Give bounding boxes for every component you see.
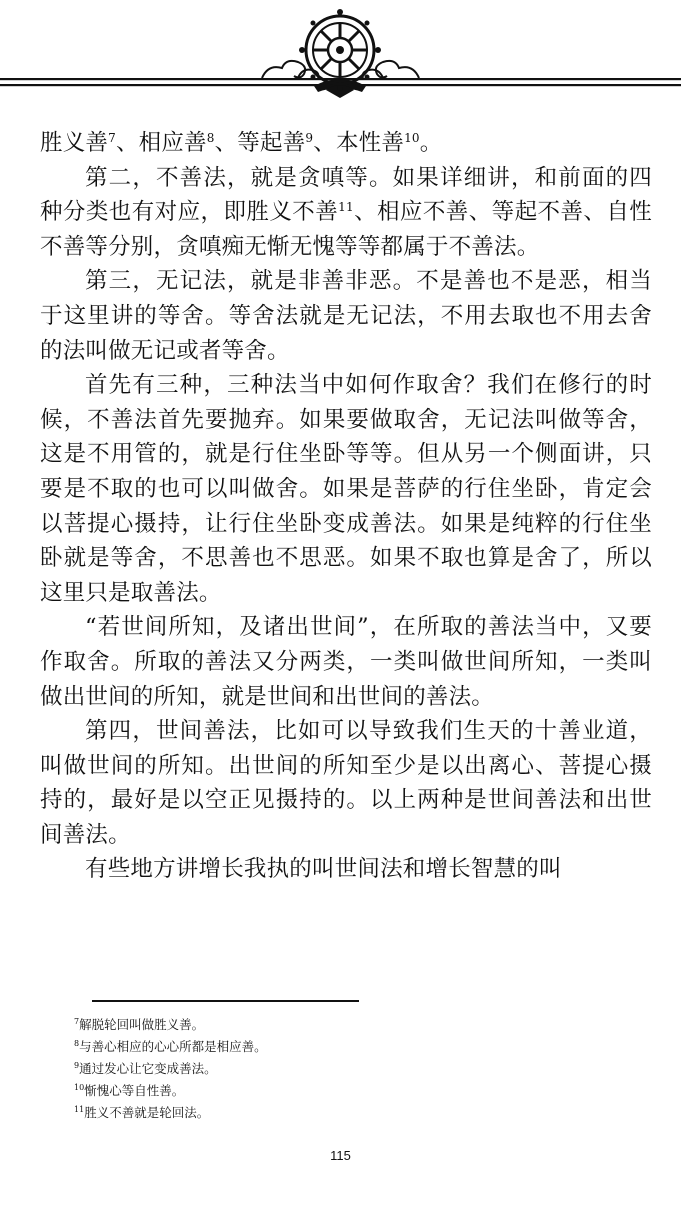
footnote-ref[interactable]: 10 (404, 131, 420, 145)
footnote (74, 1014, 634, 1036)
paragraph-text: 胜义善 (40, 130, 109, 156)
footnote-text: 与善心相应的心心所都是相应善。 (79, 1039, 267, 1054)
paragraph-text: 、相应善 (115, 130, 207, 156)
paragraph-text: 第三，无记法，就是非善非恶。不是善也不是恶，相当于这里讲的等舍。等舍法就是无记法，不用去取也不用去舍的法叫做无记或者等舍。 (40, 268, 652, 364)
footnote (74, 1080, 634, 1102)
paragraph-text: 第二，不善法，就是贪嗔等。如果详细讲，和前面的四种分类也有对应，即胜义不善 (40, 164, 652, 226)
footnote-text: 惭愧心等自性善。 (84, 1083, 185, 1098)
footnote-number: 7 (74, 1017, 80, 1026)
paragraph (40, 714, 652, 852)
footnote-number: 8 (74, 1039, 80, 1048)
paragraph-text: “若世间所知，及诸出世间”，在所取的善法当中，又要作取舍。所取的善法又分两类，一类叫做世间所知，一类叫做出世间的所知，就是世间和出世间的善法。 (40, 614, 652, 710)
footnote (74, 1058, 634, 1080)
paragraph (40, 126, 652, 161)
paragraph-text: 有些地方讲增长我执的叫世间法和增长智慧的叫 (85, 856, 562, 883)
body-text (40, 126, 652, 887)
footnotes (74, 1014, 634, 1124)
paragraph (40, 852, 652, 887)
paragraph-text: 、相应不善、等起不善、自性不善等分别，贪嗔痴无惭无愧等等都属于不善法。 (40, 199, 652, 260)
paragraph-text: 、本性善 (313, 130, 405, 156)
footnote-text: 解脱轮回叫做胜义善。 (79, 1017, 205, 1032)
paragraph (40, 264, 652, 368)
footnote-text: 通过发心让它变成善法。 (79, 1061, 217, 1076)
paragraph (40, 368, 652, 610)
footnote-ref[interactable]: 11 (338, 200, 354, 215)
footnote-number: 11 (74, 1105, 85, 1114)
footnote (74, 1036, 634, 1058)
paragraph-text: 首先有三种，三种法当中如何作取舍？我们在修行的时候，不善法首先要抛弃。如果要做取舍，无记法叫做等舍，这是不用管的，就是行住坐卧等等。但从另一个侧面讲，只要是不取的也可以叫做舍。如果是菩萨的行住坐卧，肯定会以菩提心摄持，让行住坐卧变成善法。如果是纯粹的行住坐卧就是等舍，不思善也不思恶。如果不取也算是舍了，所以这里只是取善法。 (40, 372, 652, 606)
paragraph-text: 第四，世间善法，比如可以导致我们生天的十善业道，叫做世间的所知。出世间的所知至少是以出离心、菩提心摄持的，最好是以空正见摄持的。以上两种是世间善法和出世间善法。 (40, 718, 652, 848)
header-ornament (0, 0, 681, 110)
footnote-text: 胜义不善就是轮回法。 (84, 1105, 210, 1120)
paragraph-text: 、等起善 (214, 130, 306, 156)
paragraph (40, 161, 652, 265)
footnote-number: 9 (74, 1061, 80, 1070)
paragraph (40, 610, 652, 714)
footnote-number: 10 (74, 1083, 85, 1092)
footnote-ref[interactable]: 7 (108, 131, 116, 145)
paragraph-text: 。 (419, 130, 443, 156)
footnote-divider (92, 1000, 359, 1002)
page-number: 115 (330, 1148, 351, 1163)
footnote (74, 1102, 634, 1124)
footnote-ref[interactable]: 8 (206, 131, 215, 145)
footnote-ref[interactable]: 9 (305, 131, 314, 145)
